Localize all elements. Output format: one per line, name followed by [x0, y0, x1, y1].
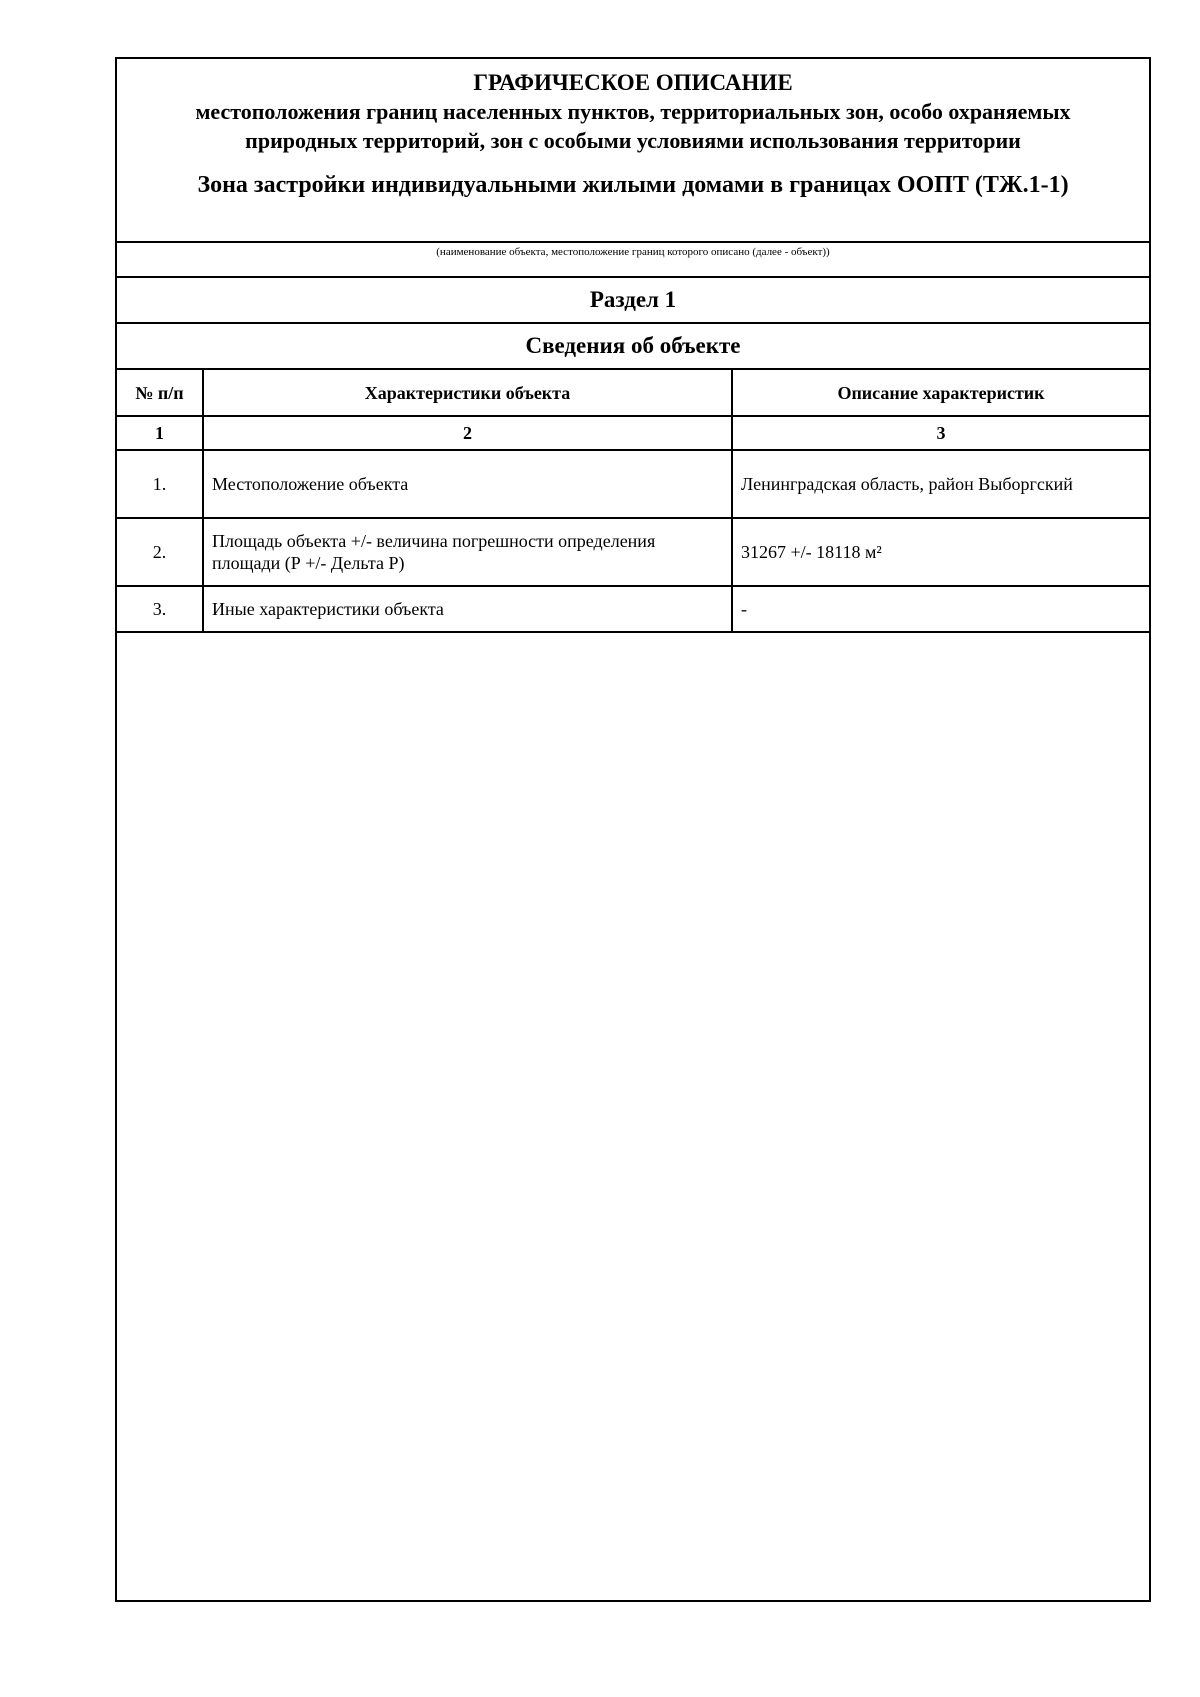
- object-caption: (наименование объекта, местоположение границ которого описано (далее - объект)): [117, 243, 1149, 278]
- row-description: 31267 +/- 18118 м²: [732, 518, 1149, 586]
- document-subtitle: местоположения границ населенных пунктов, территориальных зон, особо охраняемых природных территорий, зон с особыми условиями использования территории: [195, 99, 1071, 153]
- table-header-row: [117, 370, 1149, 416]
- table-row: [117, 586, 1149, 632]
- row-number: 1.: [117, 450, 203, 518]
- table-row: [117, 450, 1149, 518]
- row-characteristic: Иные характеристики объекта: [203, 586, 732, 632]
- section-subtitle: Сведения об объекте: [117, 324, 1149, 370]
- header-characteristic: Характеристики объекта: [203, 370, 732, 416]
- table-column-numbers-row: [117, 416, 1149, 450]
- column-number-2: 2: [203, 416, 732, 450]
- row-description: -: [732, 586, 1149, 632]
- row-number: 3.: [117, 586, 203, 632]
- header-number: № п/п: [117, 370, 203, 416]
- column-number-1: 1: [117, 416, 203, 450]
- column-number-3: 3: [732, 416, 1149, 450]
- object-properties-table: [117, 370, 1149, 633]
- header-description: Описание характеристик: [732, 370, 1149, 416]
- row-description: Ленинградская область, район Выборгский: [732, 450, 1149, 518]
- row-characteristic: Площадь объекта +/- величина погрешности определения площади (Р +/- Дельта Р): [203, 518, 732, 586]
- section-title: Раздел 1: [117, 278, 1149, 324]
- table-row: [117, 518, 1149, 586]
- row-characteristic: Местоположение объекта: [203, 450, 732, 518]
- row-number: 2.: [117, 518, 203, 586]
- document-title: ГРАФИЧЕСКОЕ ОПИСАНИЕ: [473, 70, 793, 95]
- object-name: Зона застройки индивидуальными жилыми домами в границах ООПТ (ТЖ.1-1): [197, 172, 1069, 198]
- document-frame: [115, 57, 1151, 1602]
- document-header: [117, 59, 1149, 243]
